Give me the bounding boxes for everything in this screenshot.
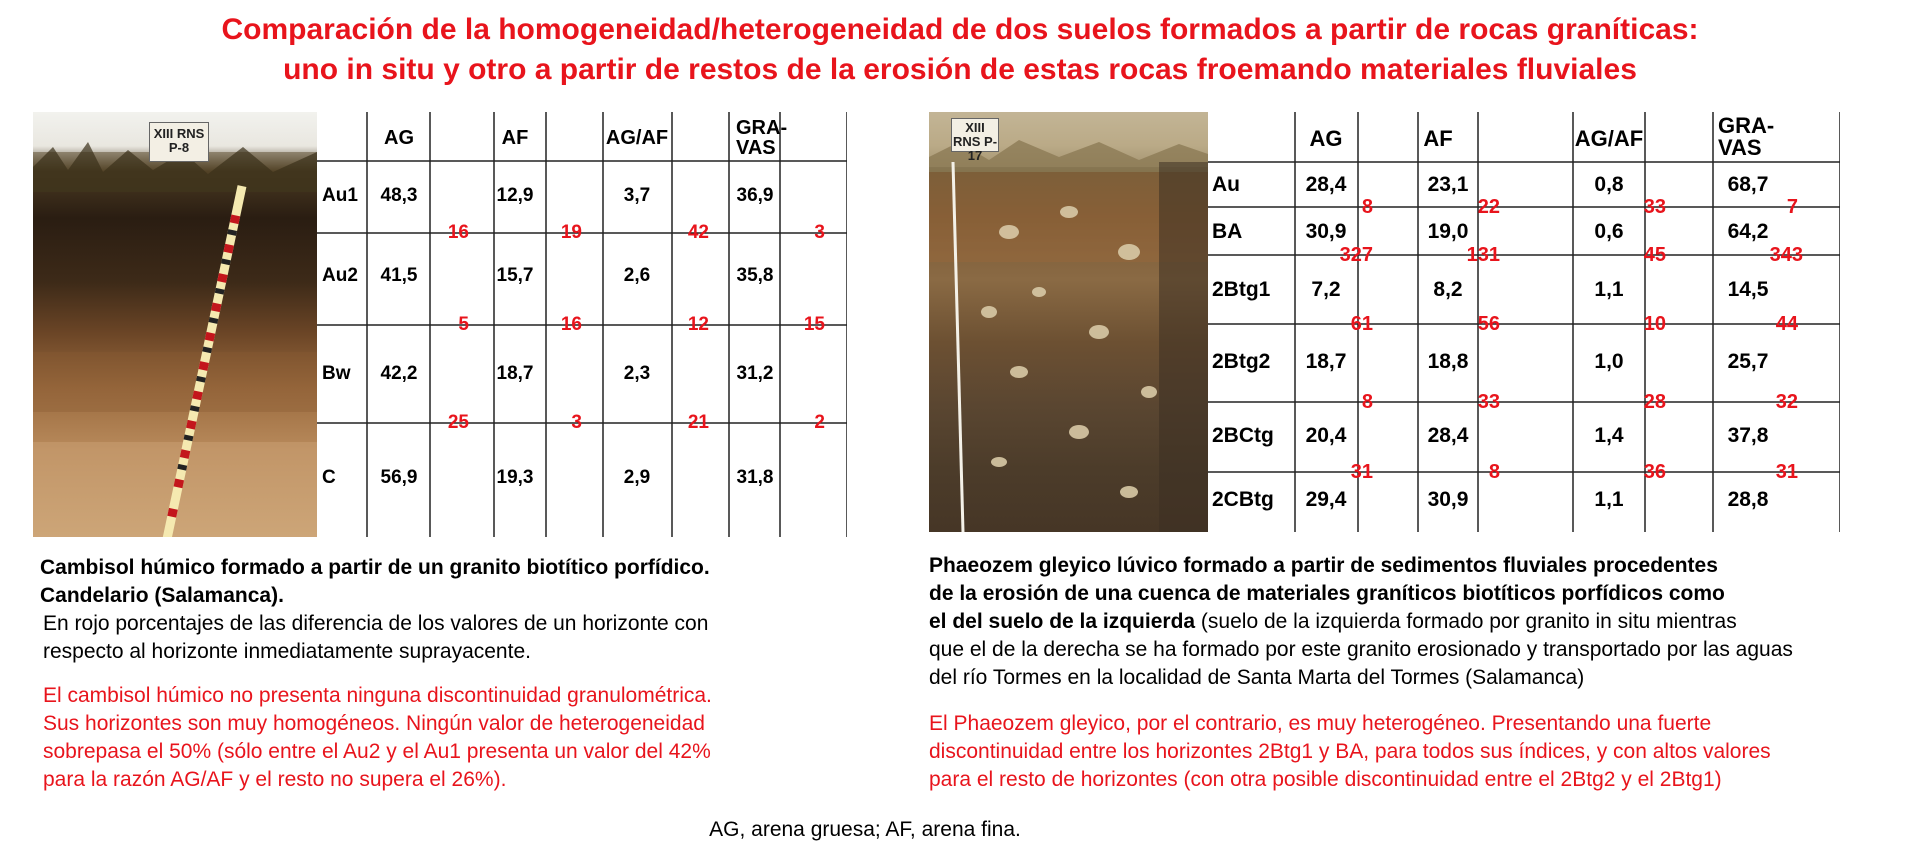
left-diff-value: 12 xyxy=(687,314,709,335)
right-value-agaf: 0,6 xyxy=(1594,220,1624,243)
right-diff-value: 8 xyxy=(1361,196,1373,218)
left-horizon-label: Au2 xyxy=(322,265,358,286)
left-diff-value: 25 xyxy=(447,412,469,433)
right-caption-line-5: del río Tormes en la localidad de Santa Marta del Tormes (Salamanca) xyxy=(929,666,1585,689)
right-diff-value: 8 xyxy=(1488,461,1500,483)
right-diff-value: 31 xyxy=(1350,461,1373,483)
right-caption-line-3 xyxy=(929,608,1737,636)
left-caption-line-2: respecto al horizonte inmediatamente suprayacente. xyxy=(43,640,531,663)
right-value-ag: 20,4 xyxy=(1305,424,1347,447)
right-soil-photo xyxy=(929,112,1208,532)
right-horizon-label: 2CBtg xyxy=(1212,488,1274,511)
right-caption-bold-1: Phaeozem gleyico lúvico formado a partir de sedimentos fluviales procedentes xyxy=(929,554,1718,577)
right-value-ag: 18,7 xyxy=(1305,350,1347,373)
right-red-note-3: para el resto de horizontes (con otra posible discontinuidad entre el 2Btg2 y el 2Btg1) xyxy=(929,768,1722,791)
right-diff-value: 343 xyxy=(1769,244,1803,266)
left-value-gravas: 31,2 xyxy=(736,363,774,384)
right-value-af: 23,1 xyxy=(1427,173,1469,196)
left-header-gravas-1: GRA- xyxy=(736,117,788,139)
left-diff-value: 3 xyxy=(571,412,582,433)
right-value-agaf: 1,4 xyxy=(1594,424,1624,447)
right-diff-value: 33 xyxy=(1477,391,1500,413)
right-diff-value: 32 xyxy=(1775,391,1798,413)
right-caption-bold-3: el del suelo de la izquierda xyxy=(929,610,1196,633)
right-value-gravas: 68,7 xyxy=(1727,173,1769,196)
left-value-ag: 56,9 xyxy=(380,467,418,488)
left-diff-value: 5 xyxy=(458,314,469,335)
right-value-gravas: 28,8 xyxy=(1727,488,1769,511)
right-red-note-1: El Phaeozem gleyico, por el contrario, es muy heterogéneo. Presentando una fuerte xyxy=(929,712,1712,735)
right-data-table xyxy=(1208,112,1840,532)
left-value-af: 12,9 xyxy=(496,185,534,206)
right-value-agaf: 1,0 xyxy=(1594,350,1624,373)
left-diff-value: 15 xyxy=(803,314,825,335)
left-value-ag: 48,3 xyxy=(380,185,418,206)
left-header-af: AF xyxy=(501,127,529,149)
soil-profile-texture xyxy=(929,112,1208,532)
right-value-gravas: 25,7 xyxy=(1727,350,1769,373)
right-value-af: 19,0 xyxy=(1427,220,1469,243)
right-header-gravas-2: VAS xyxy=(1718,135,1762,160)
left-header-agaf: AG/AF xyxy=(605,127,669,149)
left-header-gravas-2: VAS xyxy=(736,137,776,159)
right-value-af: 18,8 xyxy=(1427,350,1469,373)
left-caption-bold-2: Candelario (Salamanca). xyxy=(40,584,284,607)
left-horizon-label: C xyxy=(322,467,336,488)
left-value-agaf: 2,3 xyxy=(623,363,651,384)
right-diff-value: 45 xyxy=(1643,244,1666,266)
right-value-ag: 28,4 xyxy=(1305,173,1347,196)
right-diff-value: 44 xyxy=(1775,313,1798,335)
right-horizon-label: 2Btg2 xyxy=(1212,350,1271,373)
left-value-af: 19,3 xyxy=(496,467,534,488)
right-value-ag: 29,4 xyxy=(1305,488,1347,511)
left-diff-value: 3 xyxy=(814,222,825,243)
left-value-ag: 42,2 xyxy=(380,363,418,384)
left-value-af: 15,7 xyxy=(496,265,534,286)
right-caption-bold-2: de la erosión de una cuenca de materiales graníticos biotíticos porfídicos como xyxy=(929,582,1725,605)
right-value-af: 28,4 xyxy=(1427,424,1469,447)
left-value-gravas: 36,9 xyxy=(736,185,774,206)
right-horizon-label: 2BCtg xyxy=(1212,424,1274,447)
left-value-af: 18,7 xyxy=(496,363,534,384)
left-caption-line-1: En rojo porcentajes de las diferencia de los valores de un horizonte con xyxy=(43,612,709,635)
title-line-2: uno in situ y otro a partir de restos de la erosión de estas rocas froemando materiales fluviales xyxy=(283,53,1637,86)
right-diff-value: 33 xyxy=(1643,196,1666,218)
right-header-agaf: AG/AF xyxy=(1574,126,1644,151)
left-value-gravas: 35,8 xyxy=(736,265,774,286)
right-value-agaf: 0,8 xyxy=(1594,173,1624,196)
left-soil-photo xyxy=(33,112,317,537)
right-diff-value: 31 xyxy=(1775,461,1798,483)
right-caption-line-3-rest: (suelo de la izquierda formado por granito in situ mientras xyxy=(1195,610,1737,633)
right-diff-value: 10 xyxy=(1643,313,1666,335)
right-value-gravas: 14,5 xyxy=(1727,278,1769,301)
right-header-ag: AG xyxy=(1309,126,1343,151)
right-red-note-2: discontinuidad entre los horizontes 2Btg1 y BA, para todos sus índices, y con altos valores xyxy=(929,740,1771,763)
right-diff-value: 28 xyxy=(1643,391,1666,413)
right-horizon-label: BA xyxy=(1212,220,1243,243)
left-value-agaf: 2,9 xyxy=(623,467,651,488)
left-diff-value: 16 xyxy=(560,314,582,335)
left-diff-value: 19 xyxy=(560,222,582,243)
right-value-af: 30,9 xyxy=(1427,488,1469,511)
title-line-1: Comparación de la homogeneidad/heterogeneidad de dos suelos formados a partir de rocas graníticas: xyxy=(221,13,1699,46)
left-red-note-2: Sus horizontes son muy homogéneos. Ningún valor de heterogeneidad xyxy=(43,712,705,735)
left-value-ag: 41,5 xyxy=(380,265,418,286)
right-value-ag: 30,9 xyxy=(1305,220,1347,243)
right-diff-value: 7 xyxy=(1786,196,1798,218)
right-diff-value: 327 xyxy=(1339,244,1373,266)
left-value-agaf: 2,6 xyxy=(623,265,651,286)
left-diff-value: 42 xyxy=(687,222,709,243)
right-diff-value: 61 xyxy=(1350,313,1373,335)
right-photo-label-sign: XIII RNS P-17 xyxy=(952,120,998,163)
soil-profile-texture xyxy=(33,112,317,537)
left-caption-bold-1: Cambisol húmico formado a partir de un granito biotítico porfídico. xyxy=(40,556,710,579)
left-horizon-label: Au1 xyxy=(322,185,358,206)
left-photo-label-sign: XIII RNS P-8 xyxy=(149,122,209,162)
left-header-ag: AG xyxy=(384,127,414,149)
left-value-gravas: 31,8 xyxy=(736,467,774,488)
right-value-ag: 7,2 xyxy=(1311,278,1341,301)
right-diff-value: 22 xyxy=(1477,196,1500,218)
right-horizon-label: 2Btg1 xyxy=(1212,278,1271,301)
right-value-agaf: 1,1 xyxy=(1594,278,1624,301)
footer-abbreviations: AG, arena gruesa; AF, arena fina. xyxy=(709,818,1021,841)
right-value-gravas: 64,2 xyxy=(1727,220,1769,243)
left-red-note-3: sobrepasa el 50% (sólo entre el Au2 y el Au1 presenta un valor del 42% xyxy=(43,740,711,763)
left-diff-value: 16 xyxy=(447,222,469,243)
left-diff-value: 21 xyxy=(687,412,709,433)
left-horizon-label: Bw xyxy=(322,363,351,384)
right-horizon-label: Au xyxy=(1212,173,1240,196)
left-data-table xyxy=(317,112,847,537)
left-diff-value: 2 xyxy=(814,412,825,433)
right-diff-value: 8 xyxy=(1361,391,1373,413)
right-value-agaf: 1,1 xyxy=(1594,488,1624,511)
left-red-note-1: El cambisol húmico no presenta ninguna discontinuidad granulométrica. xyxy=(43,684,712,707)
right-diff-value: 131 xyxy=(1466,244,1500,266)
left-value-agaf: 3,7 xyxy=(623,185,651,206)
left-red-note-4: para la razón AG/AF y el resto no supera el 26%). xyxy=(43,768,507,791)
right-diff-value: 56 xyxy=(1477,313,1500,335)
right-header-af: AF xyxy=(1423,126,1453,151)
right-diff-value: 36 xyxy=(1643,461,1666,483)
right-value-af: 8,2 xyxy=(1433,278,1463,301)
right-header-gravas-1: GRA- xyxy=(1718,113,1775,138)
right-caption-line-4: que el de la derecha se ha formado por este granito erosionado y transportado por las aguas xyxy=(929,638,1793,661)
right-value-gravas: 37,8 xyxy=(1727,424,1769,447)
